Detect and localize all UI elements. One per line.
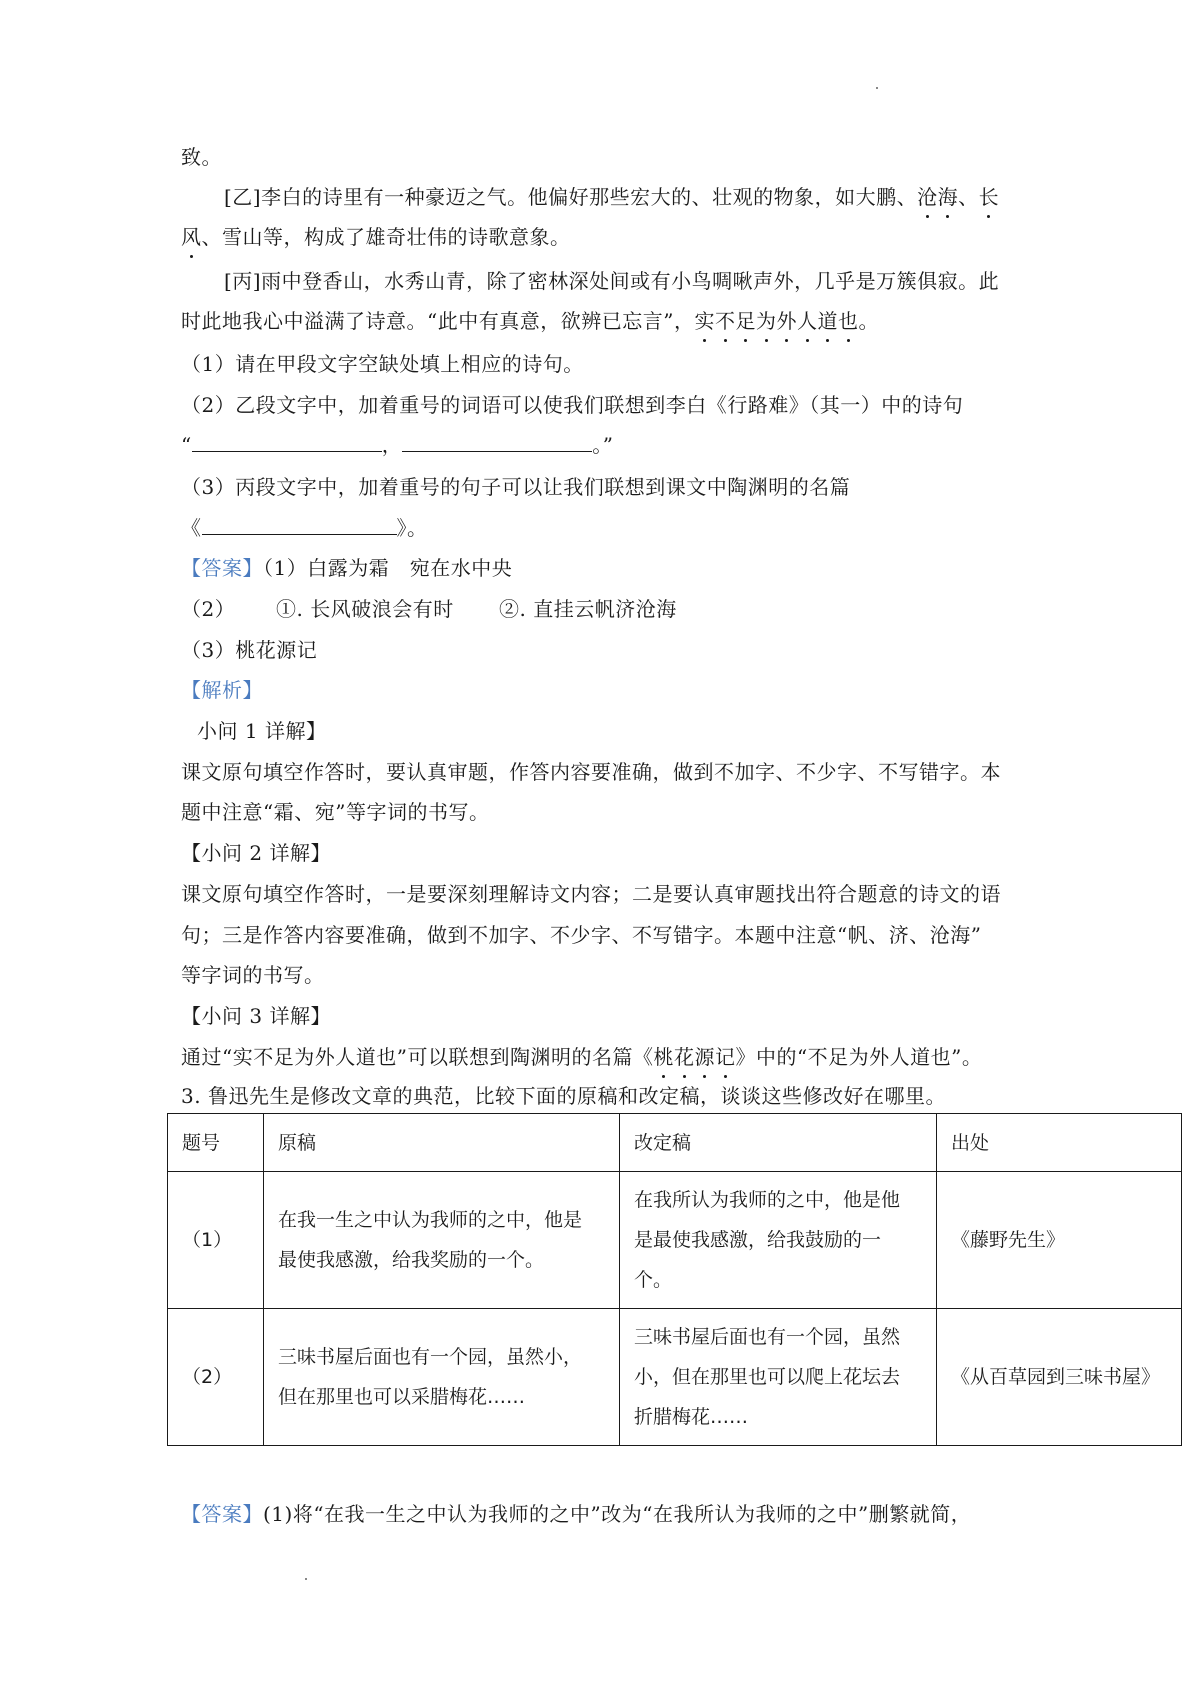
- book-open: 《: [181, 516, 202, 540]
- answer-2a: ①. 长风破浪会有时: [276, 597, 454, 621]
- comparison-table: [167, 1113, 1182, 1446]
- emphasis-char: 源: [694, 1045, 715, 1069]
- cell-line: 在我所认为我师的之中，他是他: [634, 1189, 901, 1211]
- text: 时此地我心中溢满了诗意。“此中有真意，欲辨已忘言”，: [181, 309, 695, 333]
- emphasis-char: 长: [978, 185, 1000, 209]
- emphasis-char: 海: [937, 185, 959, 209]
- emphasis-char: 不: [714, 309, 736, 333]
- emphasis-char: 足: [735, 309, 756, 333]
- subquestion-3-line1: [181, 1043, 982, 1071]
- text: 》中的“不足为外人道也”。: [735, 1045, 983, 1069]
- cell-line: 小，但在那里也可以爬上花坛去: [634, 1366, 901, 1388]
- text: 雨中登香山，水秀山青，除了密林深处间或有小鸟啁啾声外，几乎是万簇俱寂。此: [261, 269, 1000, 293]
- text: 李白的诗里有一种豪迈之气。他偏好那些宏大的、壮观的物象，如大鹏、: [261, 185, 918, 209]
- source: 《藤野先生》: [937, 1172, 1182, 1309]
- answer-num: （2）: [181, 597, 236, 621]
- text: 、雪山等，构成了雄奇壮伟的诗歌意象。: [201, 225, 571, 249]
- original-text: [264, 1172, 620, 1309]
- cell-line: 在我一生之中认为我师的之中，他是: [278, 1209, 583, 1231]
- paragraph-bing-line1: [224, 267, 999, 295]
- emphasis-char: 花: [673, 1045, 695, 1069]
- answer-text: （1）白露为霜 宛在水中央: [263, 556, 513, 580]
- emphasis-char: 记: [714, 1045, 736, 1069]
- emphasis-char: 为: [755, 309, 777, 333]
- answer-2: [181, 595, 677, 623]
- row-number: （2）: [168, 1309, 264, 1446]
- emphasis-char: 人: [796, 309, 818, 333]
- row-number: （1）: [168, 1172, 264, 1309]
- cell-line: 三味书屋后面也有一个园，虽然: [634, 1326, 901, 1348]
- subquestion-3-heading: 【小问 3 详解】: [181, 1004, 331, 1028]
- revised-text: [620, 1172, 937, 1309]
- question-2-blanks: [181, 431, 613, 459]
- header-cell: 题号: [168, 1114, 264, 1172]
- header-cell: 出处: [937, 1114, 1182, 1172]
- emphasis-char: 沧: [917, 185, 938, 209]
- quote-close: 。”: [592, 433, 614, 457]
- paragraph-yi-line2: [181, 223, 571, 251]
- comma: ，: [381, 433, 403, 457]
- emphasis-char: 外: [776, 309, 797, 333]
- text: 通过“实不足为外人道也”可以联想到陶渊明的名篇《: [181, 1045, 654, 1069]
- subquestion-2-heading: 【小问 2 详解】: [181, 841, 331, 865]
- table-header-row: [168, 1114, 1182, 1172]
- question-2: （2）乙段文字中，加着重号的词语可以使我们联想到李白《行路难》（其一）中的诗句: [181, 393, 964, 417]
- table-row: [168, 1172, 1182, 1309]
- answer-2b: ②. 直挂云帆济沧海: [499, 597, 677, 621]
- original-text: [264, 1309, 620, 1446]
- answer-blank: [202, 514, 397, 535]
- final-answer-line: [181, 1500, 971, 1528]
- emphasis-char: 风: [181, 225, 202, 249]
- analysis-tag: 【解析】: [181, 678, 263, 702]
- subquestion-1-line1: 课文原句填空作答时，要认真审题，作答内容要准确，做到不加字、不少字、不写错字。本: [181, 760, 1001, 784]
- revised-text: [620, 1309, 937, 1446]
- cell-line: 是最使我感激，给我鼓励的一: [634, 1229, 882, 1251]
- question-3-blank: [181, 514, 428, 542]
- answer-tag: 【答案】: [181, 556, 263, 580]
- page-speck: [876, 87, 878, 89]
- cell-line: 三味书屋后面也有一个园，虽然小，: [278, 1346, 583, 1368]
- question-1: （1）请在甲段文字空缺处填上相应的诗句。: [181, 352, 584, 376]
- question-3: （3）丙段文字中，加着重号的句子可以让我们联想到课文中陶渊明的名篇: [181, 475, 851, 499]
- paragraph-yi-line1: [224, 183, 999, 211]
- header-cell: 原稿: [264, 1114, 620, 1172]
- cell-line: 最使我感激，给我奖励的一个。: [278, 1249, 545, 1271]
- subquestion-2-line3: 等字词的书写。: [181, 963, 325, 987]
- subquestion-2-line1: 课文原句填空作答时，一是要深刻理解诗文内容；二是要认真审题找出符合题意的诗文的语: [181, 882, 1001, 906]
- cell-line: 但在那里也可以采腊梅花……: [278, 1386, 526, 1408]
- quote-open: “: [181, 433, 192, 457]
- answer-text: (1)将“在我一生之中认为我师的之中”改为“在我所认为我师的之中”删繁就简，: [263, 1502, 972, 1526]
- emphasis-char: 也: [837, 309, 859, 333]
- text: 。: [858, 309, 879, 333]
- cell-line: 个。: [634, 1269, 673, 1291]
- line-zhi: 致。: [181, 145, 222, 169]
- answer-blank: [192, 431, 382, 452]
- subquestion-2-line2: 句；三是作答内容要准确，做到不加字、不少字、不写错字。本题中注意“帆、济、沧海”: [181, 923, 982, 947]
- page-speck: [305, 1578, 307, 1580]
- table-row: [168, 1309, 1182, 1446]
- paragraph-bing-line2: [181, 307, 879, 335]
- book-close: 》。: [396, 516, 428, 540]
- subquestion-1-line2: 题中注意“霜、宛”等字词的书写。: [181, 800, 490, 824]
- header-cell: 改定稿: [620, 1114, 937, 1172]
- emphasis-char: 桃: [653, 1045, 674, 1069]
- source: 《从百草园到三味书屋》: [937, 1309, 1182, 1446]
- emphasis-char: 实: [694, 309, 715, 333]
- cell-line: 折腊梅花……: [634, 1406, 749, 1428]
- answer-3: （3）桃花源记: [181, 638, 318, 662]
- answer-blank: [402, 431, 592, 452]
- answer-tag: 【答案】: [181, 1502, 263, 1526]
- label-yi: [乙]: [224, 185, 262, 209]
- emphasis-char: 道: [817, 309, 838, 333]
- text: 、: [958, 185, 979, 209]
- answer-1: [181, 554, 512, 582]
- subquestion-1-heading: 小问 1 详解】: [197, 719, 327, 743]
- question-3-title: 3. 鲁迅先生是修改文章的典范，比较下面的原稿和改定稿，谈谈这些修改好在哪里。: [181, 1084, 946, 1108]
- label-bing: [丙]: [224, 269, 262, 293]
